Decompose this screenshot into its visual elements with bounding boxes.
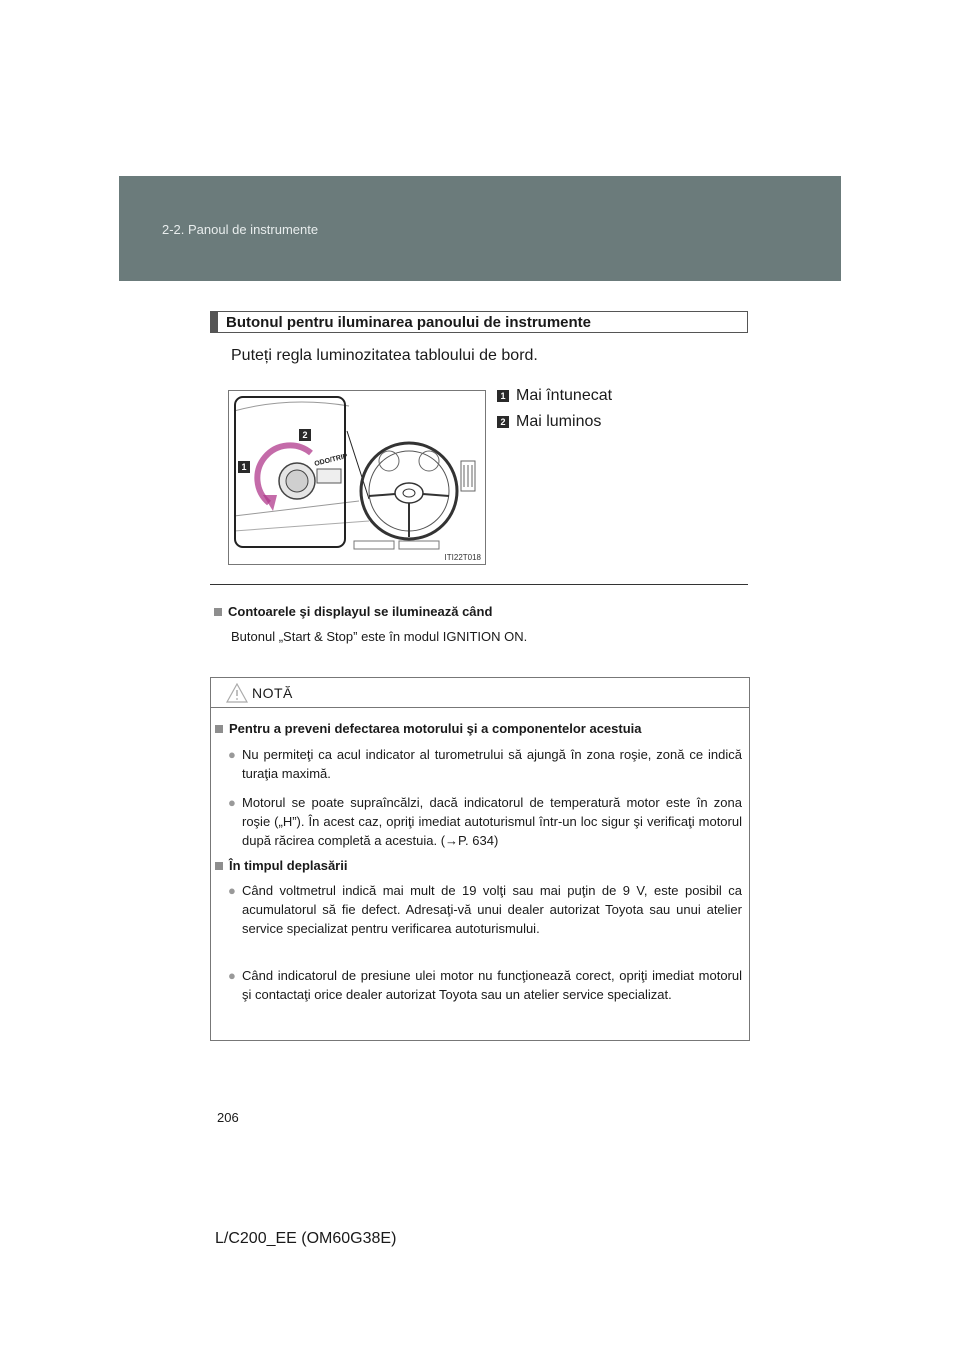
dashboard-drawing bbox=[229, 391, 485, 564]
legend-label-brighter: Mai luminos bbox=[516, 413, 602, 430]
callout-2: 2 bbox=[299, 429, 311, 441]
legend-item-darker bbox=[497, 387, 612, 405]
notice-bullet bbox=[228, 745, 742, 783]
notice-bullet bbox=[228, 793, 742, 850]
notice-group-heading-text: În timpul deplasării bbox=[229, 858, 348, 873]
info-heading-text: Contoarele şi displayul se iluminează când bbox=[228, 604, 493, 619]
notice-bullet bbox=[228, 966, 742, 1004]
legend-number-2: 2 bbox=[497, 416, 509, 428]
square-bullet-icon bbox=[214, 608, 222, 616]
notice-group-heading-text: Pentru a preveni defectarea motorului şi a componentelor acestuia bbox=[229, 721, 642, 736]
section-title-box bbox=[210, 311, 748, 333]
square-bullet-icon bbox=[215, 862, 223, 870]
odo-trip-label: ODO/TRIP bbox=[313, 452, 349, 468]
info-heading bbox=[214, 604, 492, 619]
notice-box bbox=[210, 677, 750, 1041]
title-accent-bar bbox=[211, 312, 218, 332]
notice-header bbox=[211, 678, 749, 708]
legend-label-darker: Mai întunecat bbox=[516, 387, 613, 404]
info-text: Butonul „Start & Stop” este în modul IGNITION ON. bbox=[231, 629, 528, 644]
notice-bullet-text: Când voltmetrul indică mai mult de 19 volţi sau mai puţin de 9 V, este posibil ca acumulatorul să fie defect. Adresaţi-vă unui dealer autorizat Toyota sau unui atelier service specializat pentru verificarea autoturismului. bbox=[242, 883, 742, 936]
dashboard-illustration bbox=[228, 390, 486, 565]
notice-bullet-text: Nu permiteţi ca acul indicator al turometrului să ajungă în zona roşie, zonă ce indică turaţia maximă. bbox=[242, 747, 742, 781]
intro-text: Puteți regla luminozitatea tabloului de bord. bbox=[231, 347, 538, 364]
callout-1: 1 bbox=[238, 461, 250, 473]
section-title: Butonul pentru iluminarea panoului de instrumente bbox=[226, 314, 592, 331]
warning-triangle-icon bbox=[226, 683, 248, 703]
notice-group-heading-1 bbox=[215, 721, 642, 736]
legend-number-1: 1 bbox=[497, 390, 509, 402]
document-code: L/C200_EE (OM60G38E) bbox=[215, 1230, 397, 1247]
chapter-header-band bbox=[119, 176, 841, 281]
divider bbox=[210, 584, 748, 585]
notice-bullet-text: Motorul se poate supraîncălzi, dacă indicatorul de temperatură motor este în zona roşie („H”). În acest caz, opriţi imediat autoturismul într-un loc sigur şi verificaţi motorul după răcirea completă a acestuia. (→P. 634) bbox=[242, 795, 742, 848]
notice-group-heading-2 bbox=[215, 858, 347, 873]
legend-item-brighter bbox=[497, 413, 601, 431]
page-number: 206 bbox=[217, 1110, 239, 1125]
notice-bullet bbox=[228, 881, 742, 938]
bullet-dot-icon: ● bbox=[228, 968, 236, 983]
notice-bullet-text: Când indicatorul de presiune ulei motor nu funcţionează corect, opriţi imediat motorul şi contactaţi orice dealer autorizat Toyota sau un atelier service specializat. bbox=[242, 968, 742, 1002]
chapter-section-label: 2-2. Panoul de instrumente bbox=[162, 222, 319, 237]
figure-code: ITI22T018 bbox=[444, 553, 481, 562]
notice-title: NOTĂ bbox=[252, 685, 293, 701]
bullet-dot-icon: ● bbox=[228, 795, 236, 810]
bullet-dot-icon: ● bbox=[228, 883, 236, 898]
square-bullet-icon bbox=[215, 725, 223, 733]
bullet-dot-icon: ● bbox=[228, 747, 236, 762]
